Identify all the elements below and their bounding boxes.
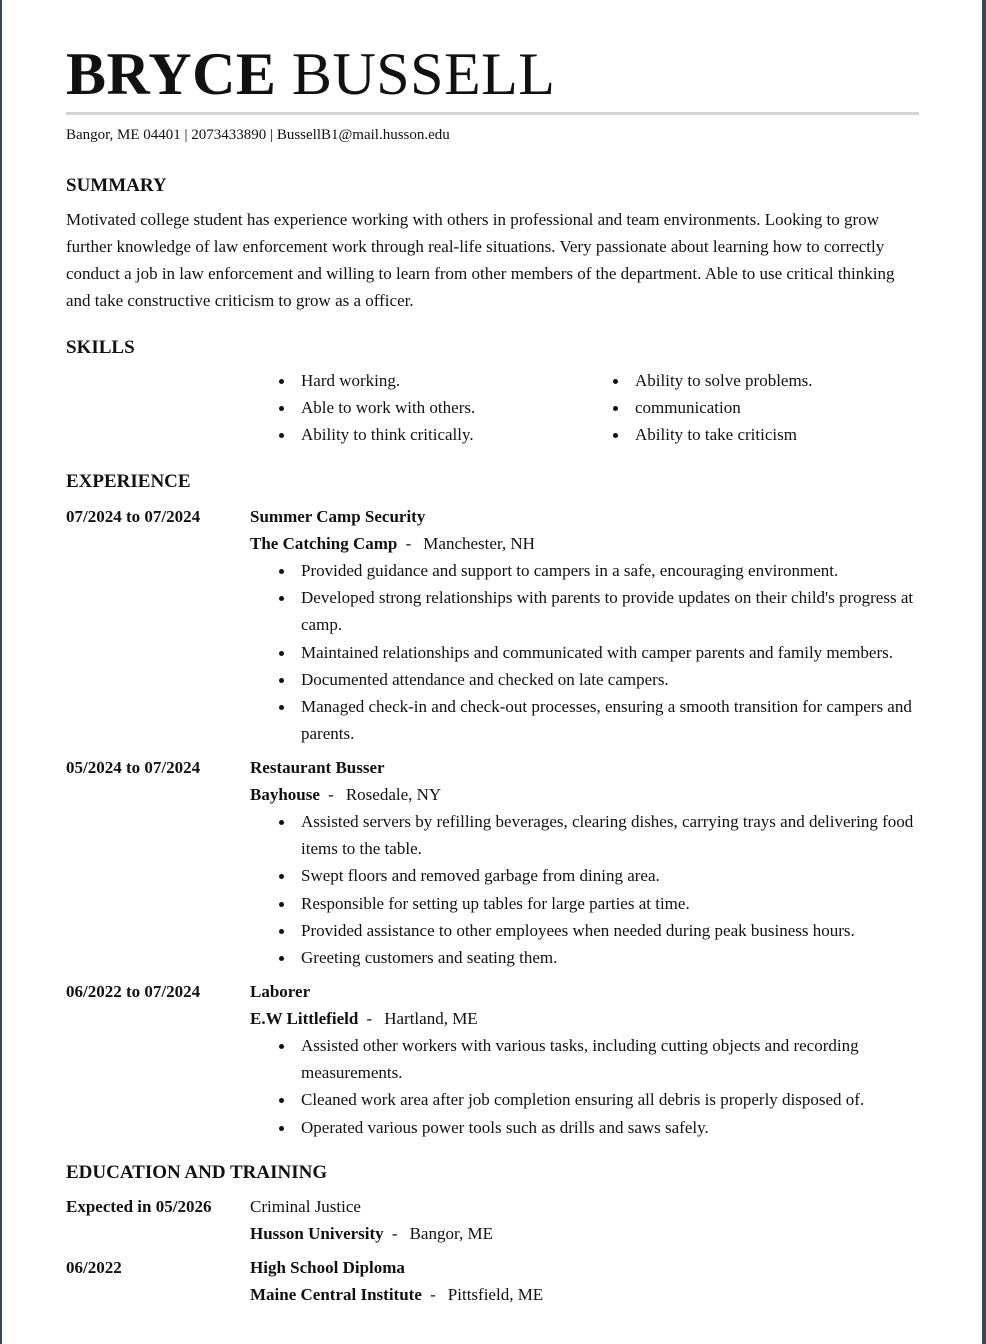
skill-item: Ability to solve problems. [610,367,813,394]
skill-item: Ability to take criticism [610,421,813,448]
skill-item: Able to work with others. [276,394,475,421]
degree-name: Criminal Justice [250,1197,361,1216]
school-location: Pittsfield, ME [447,1285,544,1304]
skills-list-left [276,367,475,449]
skills-list-right [610,367,813,449]
job-bullet: Assisted servers by refilling beverages, clearing dishes, carrying trays and delivering food items to the table. [276,808,919,862]
header-divider [66,112,919,115]
job-bullet: Provided assistance to other employees when needed during peak business hours. [276,917,919,944]
page-right-edge [982,0,986,1344]
separator-dash: - [328,785,334,804]
job-employer [250,781,919,808]
job-location: Manchester, NH [423,534,535,553]
separator-dash: - [430,1285,436,1304]
skill-item: communication [610,394,813,421]
job-bullet: Assisted other workers with various tasks, including cutting objects and recording measurements. [276,1032,919,1086]
job-bullets [250,1032,919,1141]
school-name: Husson University [250,1224,384,1243]
job-location: Hartland, ME [384,1009,478,1028]
job-location: Rosedale, NY [345,785,442,804]
education-details [250,1254,919,1308]
job-bullet: Provided guidance and support to campers in a safe, encouraging environment. [276,557,919,584]
separator-dash: - [405,534,412,553]
job-bullets [250,808,919,971]
first-name: BRYCE [66,41,277,107]
job-bullet: Managed check-in and check-out processes, ensuring a smooth transition for campers and parents. [276,693,919,747]
skill-item: Hard working. [276,367,475,394]
job-employer [250,530,919,557]
school-name: Maine Central Institute [250,1285,422,1304]
education-date: 06/2022 [66,1258,122,1277]
job-title: Summer Camp Security [250,507,426,526]
company-name: The Catching Camp [250,534,398,553]
skills-heading: SKILLS [66,337,135,358]
job-details [250,754,919,971]
job-details [250,503,919,747]
job-dates: 07/2024 to 07/2024 [66,507,201,526]
company-name: Bayhouse [250,785,320,804]
education-heading: EDUCATION AND TRAINING [66,1162,328,1183]
separator-dash: - [391,1224,398,1243]
job-bullet: Greeting customers and seating them. [276,944,919,971]
job-title: Laborer [250,982,311,1001]
contact-line: Bangor, ME 04401 | 2073433890 | BussellB1@mail.husson.edu [66,127,450,143]
job-bullet: Documented attendance and checked on late campers. [276,666,919,693]
education-date: Expected in 05/2026 [66,1197,212,1216]
company-name: E.W Littlefield [250,1009,359,1028]
school-location: Bangor, ME [409,1224,493,1243]
job-bullet: Cleaned work area after job completion ensuring all debris is properly disposed of. [276,1086,919,1113]
education-school [250,1220,919,1247]
job-employer [250,1005,919,1032]
job-bullet: Operated various power tools such as drills and saws safely. [276,1114,919,1141]
job-bullets [250,557,919,747]
job-dates: 06/2022 to 07/2024 [66,982,201,1001]
job-bullet: Maintained relationships and communicated with camper parents and family members. [276,639,919,666]
job-bullet: Developed strong relationships with parents to provide updates on their child's progress at camp. [276,584,919,638]
job-details [250,978,919,1141]
separator-dash: - [366,1009,373,1028]
job-dates: 05/2024 to 07/2024 [66,758,201,777]
experience-heading: EXPERIENCE [66,471,191,492]
last-name: BUSSELL [291,41,556,107]
job-bullet: Responsible for setting up tables for large parties at time. [276,890,919,917]
degree-name: High School Diploma [250,1258,405,1277]
candidate-name [66,40,555,108]
job-title: Restaurant Busser [250,758,385,777]
summary-text: Motivated college student has experience working with others in professional and team environments. Looking to grow further knowledge of law enforcement work through real-life situations. Very passionate about learning how to correctly conduct a job in law enforcement and willing to learn from other members of the department. Able to use critical thinking and take constructive criticism to grow as a officer. [66,210,895,310]
education-details [250,1193,919,1247]
education-school [250,1281,919,1308]
summary-heading: SUMMARY [66,175,167,196]
job-bullet: Swept floors and removed garbage from dining area. [276,862,919,889]
skill-item: Ability to think critically. [276,421,475,448]
page-left-edge [0,0,2,1344]
